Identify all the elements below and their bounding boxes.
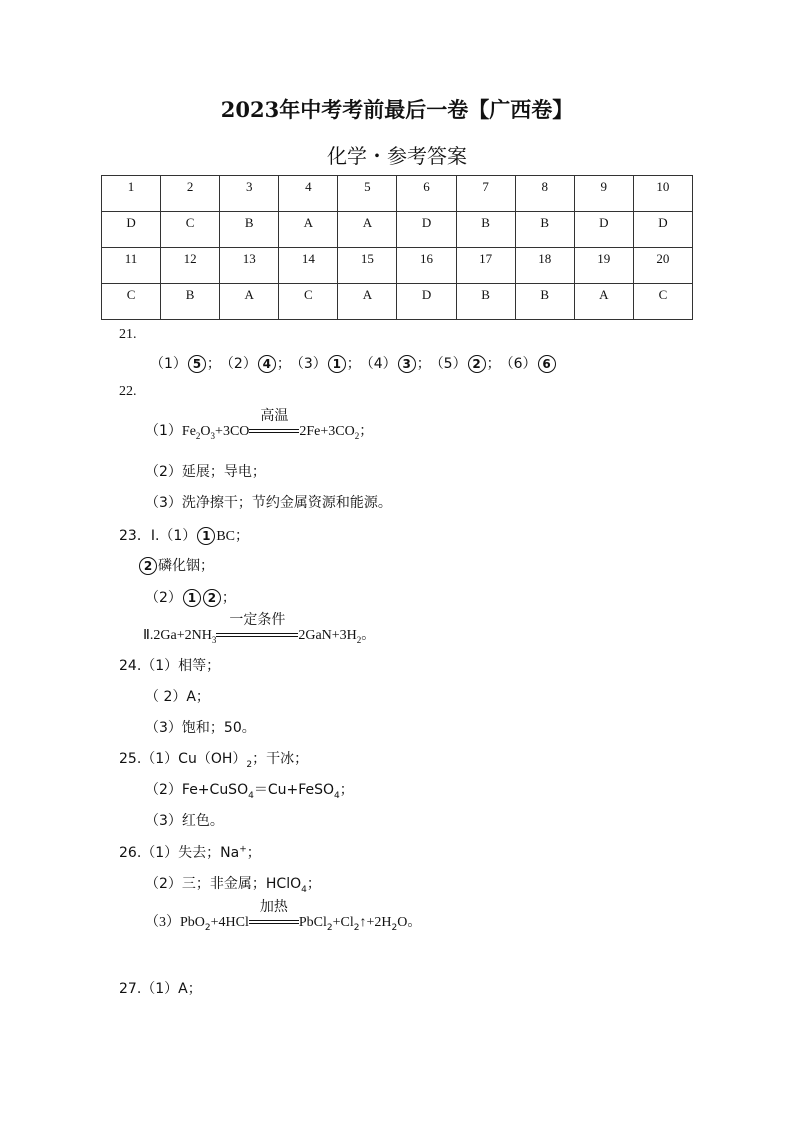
table-cell: 6 bbox=[397, 176, 456, 212]
q23-line3: （2） 1 2 ； bbox=[145, 590, 236, 606]
table-cell: 15 bbox=[338, 248, 397, 284]
table-cell: 13 bbox=[220, 248, 279, 284]
circled-number: 1 bbox=[183, 589, 201, 607]
q22-label: （1） bbox=[145, 423, 182, 439]
q21-answers bbox=[150, 353, 563, 373]
circled-number: 4 bbox=[258, 355, 276, 373]
q26-line3: （3）PbO$_2$+4HCl 加热 $PbCl_2+Cl_2↑+2H_2O$。 bbox=[145, 899, 422, 933]
q27-line1: 27.（1）A； bbox=[119, 981, 202, 997]
table-cell: 7 bbox=[456, 176, 515, 212]
circled-number: 5 bbox=[188, 355, 206, 373]
table-cell: 12 bbox=[161, 248, 220, 284]
answer-table bbox=[101, 175, 693, 320]
q26-line2: （2）三；非金属；HClO$_4$； bbox=[145, 876, 321, 895]
table-cell: D bbox=[574, 212, 633, 248]
table-cell: 4 bbox=[279, 176, 338, 212]
table-cell: 2 bbox=[161, 176, 220, 212]
table-row bbox=[102, 212, 693, 248]
reaction-condition: 高温 bbox=[249, 423, 299, 439]
q26-line1: 26.（1）失去；Na+； bbox=[119, 844, 261, 861]
table-cell: 5 bbox=[338, 176, 397, 212]
q21-number: 21. bbox=[119, 327, 137, 342]
table-cell: 19 bbox=[574, 248, 633, 284]
table-cell: B bbox=[456, 284, 515, 320]
q22-line2: （2）延展；导电； bbox=[145, 464, 266, 480]
page-subtitle: 化学・参考答案 bbox=[327, 144, 467, 168]
separator: ； bbox=[486, 356, 501, 372]
table-cell: C bbox=[279, 284, 338, 320]
q24-line3: （3）饱和；50。 bbox=[145, 720, 256, 736]
sub-question-label: （6） bbox=[506, 356, 537, 372]
sub-question-label: （5） bbox=[436, 356, 467, 372]
table-row bbox=[102, 284, 693, 320]
table-cell: D bbox=[102, 212, 161, 248]
circled-number: 2 bbox=[468, 355, 486, 373]
q24-line2: （ 2）A； bbox=[145, 689, 210, 705]
table-cell: B bbox=[515, 284, 574, 320]
table-cell: C bbox=[102, 284, 161, 320]
table-cell: 8 bbox=[515, 176, 574, 212]
table-cell: 9 bbox=[574, 176, 633, 212]
q25-line1: $25.(1)Cu(OH)_2$；干冰； bbox=[119, 751, 309, 770]
separator: ； bbox=[206, 356, 221, 372]
q23-line4: $Ⅱ.2Ga+2NH_3$ 一定条件 $2GaN+3H_2$。 bbox=[143, 612, 376, 645]
table-cell: 3 bbox=[220, 176, 279, 212]
circled-number: 2 bbox=[139, 557, 157, 575]
table-cell: A bbox=[279, 212, 338, 248]
circled-number: 6 bbox=[538, 355, 556, 373]
separator: ； bbox=[416, 356, 431, 372]
q23-line1: 23．Ⅰ.（1） 1 BC； bbox=[119, 528, 249, 544]
separator: ； bbox=[346, 356, 361, 372]
sub-question-label: （3） bbox=[296, 356, 327, 372]
separator: ； bbox=[276, 356, 291, 372]
q23-line2: 2 磷化铟； bbox=[138, 555, 214, 575]
q22-line1: $(1)Fe_2O_3+3CO$ 高温 $2Fe+3CO_2$； bbox=[145, 408, 374, 441]
table-cell: B bbox=[515, 212, 574, 248]
reaction-condition: 加热 bbox=[249, 914, 299, 930]
table-cell: C bbox=[161, 212, 220, 248]
table-cell: B bbox=[456, 212, 515, 248]
table-cell: 20 bbox=[633, 248, 692, 284]
q24-line1: 24.（1）相等； bbox=[119, 658, 221, 674]
table-cell: A bbox=[338, 212, 397, 248]
table-cell: D bbox=[397, 284, 456, 320]
table-cell: 11 bbox=[102, 248, 161, 284]
table-cell: 1 bbox=[102, 176, 161, 212]
table-cell: C bbox=[633, 284, 692, 320]
q25-line3: （3）红色。 bbox=[145, 813, 224, 829]
table-cell: B bbox=[161, 284, 220, 320]
q22-number: 22. bbox=[119, 384, 137, 399]
circled-number: 1 bbox=[328, 355, 346, 373]
sub-question-label: （4） bbox=[366, 356, 397, 372]
q22-line3: （3）洗净擦干；节约金属资源和能源。 bbox=[145, 495, 392, 511]
circled-number: 3 bbox=[398, 355, 416, 373]
sub-question-label: （1） bbox=[150, 356, 187, 372]
table-cell: B bbox=[220, 212, 279, 248]
table-cell: 10 bbox=[633, 176, 692, 212]
table-cell: 14 bbox=[279, 248, 338, 284]
table-cell: D bbox=[633, 212, 692, 248]
q25-line2: （2）Fe+CuSO$_4$＝Cu+FeSO$_4$； bbox=[145, 782, 354, 801]
table-row bbox=[102, 248, 693, 284]
table-row bbox=[102, 176, 693, 212]
table-cell: 18 bbox=[515, 248, 574, 284]
reaction-condition: 一定条件 bbox=[216, 627, 298, 643]
table-cell: A bbox=[574, 284, 633, 320]
circled-number: 1 bbox=[197, 527, 215, 545]
page-title: 2023年中考考前最后一卷【广西卷】 bbox=[220, 97, 574, 122]
table-cell: 17 bbox=[456, 248, 515, 284]
sub-question-label: （2） bbox=[226, 356, 257, 372]
table-cell: A bbox=[338, 284, 397, 320]
table-cell: A bbox=[220, 284, 279, 320]
circled-number: 2 bbox=[203, 589, 221, 607]
table-cell: D bbox=[397, 212, 456, 248]
table-cell: 16 bbox=[397, 248, 456, 284]
